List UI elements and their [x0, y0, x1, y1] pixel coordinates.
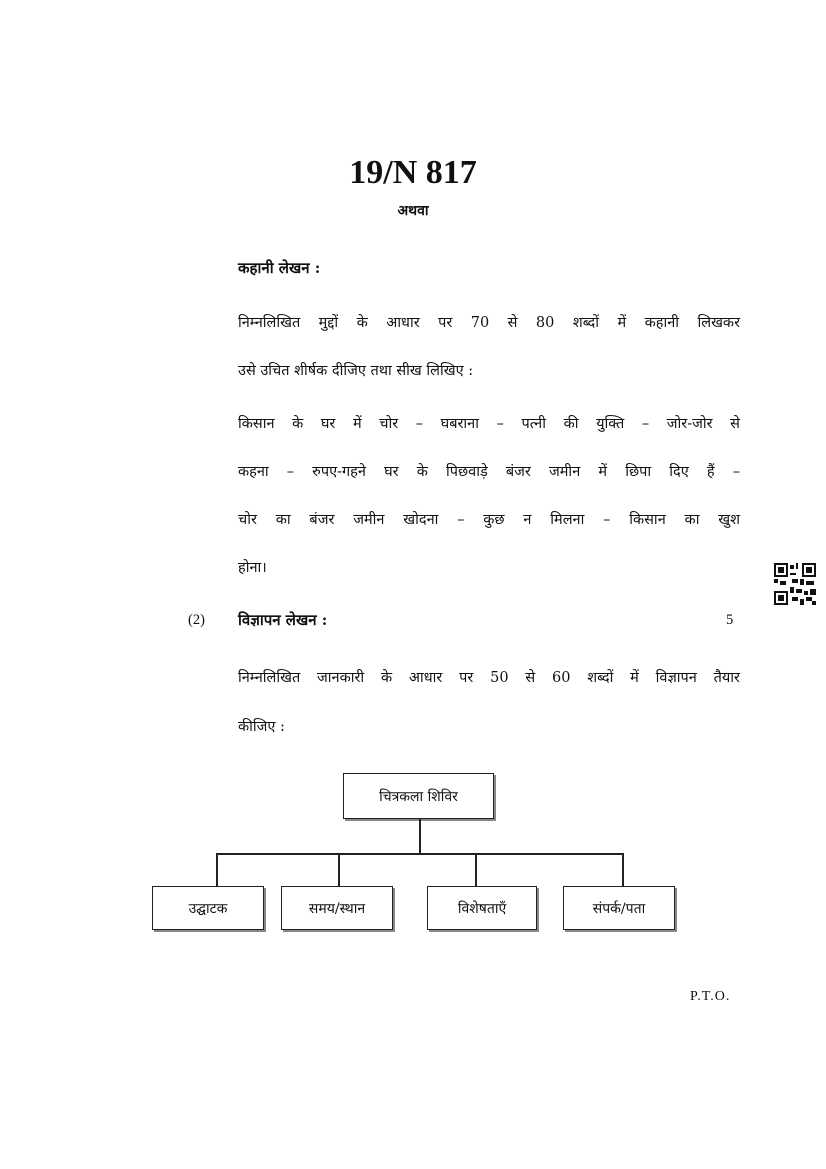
story-points-line-4: होना। [238, 560, 267, 576]
question-number: (2) [188, 612, 205, 628]
connector-horizontal [216, 853, 623, 855]
story-writing-heading: कहानी लेखन : [238, 259, 321, 277]
diagram-root-box [343, 773, 494, 819]
advert-diagram [150, 770, 680, 935]
connector-child-1 [216, 853, 218, 886]
diagram-child-box-1 [152, 886, 264, 930]
connector-child-3 [475, 853, 477, 886]
story-points-line-2: कहना – रुपए-गहने घर के पिछवाड़े बंजर जमीन में छिपा दिए हैं – [238, 464, 740, 480]
diagram-child-box-4 [563, 886, 675, 930]
advert-instruction-line-2: कीजिए : [238, 719, 285, 735]
diagram-child-label-1: उद्घाटक [188, 900, 228, 917]
story-points-line-1: किसान के घर में चोर – घबराना – पत्नी की युक्ति – जोर-जोर से [238, 416, 740, 432]
story-instruction-line-2: उसे उचित शीर्षक दीजिए तथा सीख लिखिए : [238, 363, 474, 379]
diagram-child-label-2: समय/स्थान [308, 900, 366, 917]
or-label: अथवा [397, 203, 429, 219]
diagram-child-box-2 [281, 886, 393, 930]
diagram-child-box-3 [427, 886, 537, 930]
connector-child-2 [338, 853, 340, 886]
please-turn-over: P.T.O. [690, 989, 731, 1004]
story-instruction-line-1: निम्नलिखित मुद्दों के आधार पर 70 से 80 शब्दों में कहानी लिखकर [238, 315, 740, 331]
marks: 5 [726, 612, 734, 628]
story-points-line-3: चोर का बंजर जमीन खोदना – कुछ न मिलना – किसान का खुश [238, 512, 740, 528]
diagram-root-label: चित्रकला शिविर [379, 788, 458, 805]
connector-child-4 [622, 853, 624, 886]
diagram-child-label-3: विशेषताएँ [457, 900, 507, 917]
qr-code-icon [774, 563, 816, 605]
connector-vertical-root [419, 819, 421, 853]
diagram-child-label-4: संपर्क/पता [592, 900, 646, 917]
advert-instruction-line-1: निम्नलिखित जानकारी के आधार पर 50 से 60 शब्दों में विज्ञापन तैयार [238, 670, 740, 686]
paper-code: 19/N 817 [349, 154, 477, 191]
advertisement-writing-heading: विज्ञापन लेखन : [238, 611, 328, 629]
